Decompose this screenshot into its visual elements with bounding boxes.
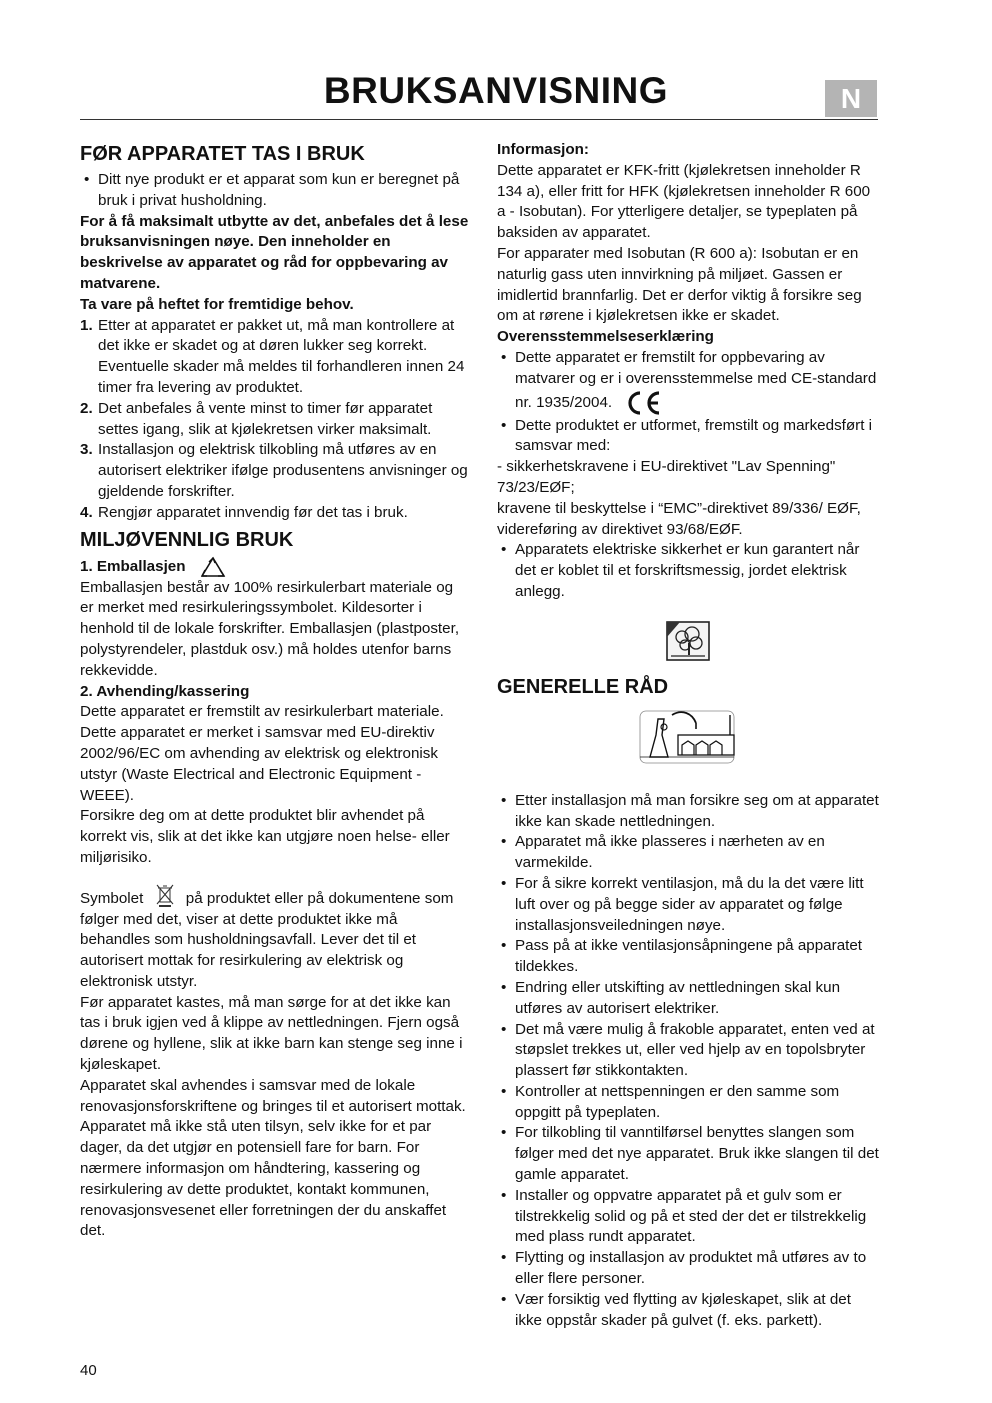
packaging-heading: [80, 556, 470, 578]
right-column: [497, 140, 879, 1331]
safety-bullets: [497, 540, 879, 602]
spacer: [80, 869, 470, 883]
disposal-paragraph-3: Forsikre deg om at dette produktet blir avhendet på korrekt vis, slik at det ikke kan utgjøre noen helse- eller miljørisiko.: [80, 807, 450, 866]
crossed-bin-icon: [154, 883, 176, 907]
list-item: • For å sikre korrekt ventilasjon, må du la det være litt luft over og på begge sider av apparatet og følge installasjonsveiledningen nøye.: [497, 874, 879, 936]
step-text: Det anbefales å vente minst to timer før apparatet settes igang, slik at kjølekretsen virker maksimalt.: [98, 399, 433, 438]
scrap-paragraph-1: Før apparatet kastes, må man sørge for at det ikke kan tas i bruk igjen ved å klippe av nettledningen. Fjern også dørene og hyllene, slik at ikke barn kan stenge seg inne i kjøleskapet.: [80, 993, 463, 1074]
list-item: [497, 348, 879, 416]
step-number: 4.: [80, 503, 93, 521]
packaging-heading-text: 1. Emballasjen: [80, 557, 186, 575]
packaging-text: Emballasjen består av 100% resirkulerbart materiale og er merket med resirkuleringssymbolet. Kildesorter i henhold til de lokale forskrifter. Emballasjen (plastposter, polystyrendeler, plastduk osv.) må holdes utenfor barns rekkevidde.: [80, 578, 460, 679]
language-badge: N: [825, 80, 877, 117]
list-item: • Det må være mulig å frakoble apparatet, enten ved at støpslet trekkes ut, eller ved hjelp av en topolsbryter plassert før stikkontakten.: [497, 1020, 879, 1082]
weee-symbol-paragraph: [80, 883, 470, 993]
conformity-line-1: - sikkerhetskravene i EU-direktivet "Lav Spenning" 73/23/EØF;: [497, 458, 836, 496]
step-text: Installasjon og elektrisk tilkobling må utføres av en autorisert elektriker ifølge produsentens anvisninger og gjeldende forskrifter.: [98, 441, 468, 500]
section-before-use-heading: FØR APPARATET TAS I BRUK: [80, 143, 365, 165]
disposal-paragraph-1: Dette apparatet er fremstilt av resirkulerbart materiale.: [80, 703, 444, 721]
conformity-bullets: [497, 348, 879, 457]
general-advice-list: [497, 791, 879, 1332]
scrap-paragraph-2: Apparatet skal avhendes i samsvar med de lokale renovasjonsforskriftene og bringes til et autorisert mottak. Apparatet må ikke stå uten tilsyn, selv ikke for et par dager, da det utgjør en potensiell fare for barn. For nærmere informasjon om håndtering, kassering og resirkulering av dette produktet, kontakt kommunen, renovasjonsvesenet eller forretningen der du anskaffet det.: [80, 1076, 466, 1240]
before-use-steps: [80, 316, 470, 524]
info-paragraph-2: For apparater med Isobutan (R 600 a): Isobutan er en naturlig gass uten innvirkning på miljøet. Gassen er imidlertid brannfarlig. Det er derfor viktig å forsikre seg om at rørene i kjølekretsen ikke er skadet.: [497, 244, 862, 325]
disposal-heading: 2. Avhending/kassering: [80, 682, 250, 700]
step-text: Rengjør apparatet innvendig før det tas i bruk.: [98, 503, 408, 521]
read-manual-note: For å få maksimalt utbytte av det, anbefales det å lese bruksanvisningen nøye. Den inneholder en beskrivelse av apparatet og råd for oppbevaring av matvarene.: [80, 212, 469, 292]
list-item: • Pass på at ikke ventilasjonsåpningene på apparatet tildekkes.: [497, 936, 879, 978]
list-item: • Endring eller utskifting av nettledningen skal kun utføres av autorisert elektriker.: [497, 978, 879, 1020]
disposal-paragraph-2: Dette apparatet er merket i samsvar med EU-direktiv 2002/96/EC om avhending av elektrisk og elektronisk utstyr (Waste Electrical and Electronic Equipment - WEEE).: [80, 724, 438, 804]
ce-mark-icon: [624, 390, 664, 416]
step-text: Etter at apparatet er pakket ut, må man kontrollere at det ikke er skadet og at døren lukker seg korrekt. Eventuelle skader må meldes til forhandleren innen 24 timer fra levering av produktet.: [98, 316, 465, 396]
step-item: [80, 399, 470, 441]
weee-symbol-text-after: på produktet eller på dokumentene som følger med det, viser at dette produktet ikke må behandles som husholdningsavfall. Lever det til et autorisert mottak for resirkulering av elektrisk og elektronisk utstyr.: [80, 889, 454, 990]
weee-symbol-text-before: Symbolet: [80, 889, 144, 907]
keep-manual-note: Ta vare på heftet for fremtidige behov.: [80, 295, 354, 313]
left-column: [80, 140, 470, 1242]
title-divider: [80, 119, 878, 120]
step-number: 3.: [80, 441, 93, 459]
info-heading: Informasjon:: [497, 141, 589, 158]
conformity-item-text: Dette apparatet er fremstilt for oppbevaring av matvarer og er i overensstemmelse med CE-standard nr. 1935/2004.: [515, 348, 877, 411]
step-item: [80, 503, 470, 524]
list-item: • Ditt nye produkt er et apparat som kun er beregnet på bruk i privat husholdning.: [80, 170, 470, 212]
step-item: [80, 440, 470, 502]
installation-illustration: [497, 705, 879, 769]
list-item: • Apparatets elektriske sikkerhet er kun garantert når det er koblet til et forskriftsmessig, jordet elektrisk anlegg.: [497, 540, 879, 602]
info-paragraph-1: Dette apparatet er KFK-fritt (kjølekretsen inneholder R 134 a), eller fritt for HFK (kjølekretsen inneholder R 600 a - Isobutan). For ytterligere detaljer, se typeplaten på baksiden av apparatet.: [497, 161, 871, 242]
section-eco-heading: MILJØVENNLIG BRUK: [80, 528, 294, 551]
before-use-bullets: [80, 170, 470, 212]
page-number: 40: [80, 1362, 97, 1379]
step-number: 2.: [80, 399, 93, 417]
list-item: • Installer og oppvatre apparatet på et gulv som er tilstrekkelig solid og på et sted der det er tilstrekkelig med plass rundt apparatet.: [497, 1186, 879, 1248]
list-item: • Vær forsiktig ved flytting av kjøleskapet, slik at det ikke oppstår skader på gulvet (f. eks. parkett).: [497, 1290, 879, 1332]
section-general-advice-heading: GENERELLE RÅD: [497, 675, 669, 698]
environment-illustration: [497, 621, 879, 661]
list-item: • Apparatet må ikke plasseres i nærheten av en varmekilde.: [497, 832, 879, 874]
list-item: • For tilkobling til vanntilførsel benyttes slangen som følger med det nye apparatet. Bruk ikke slangen til det gamle apparatet.: [497, 1123, 879, 1185]
recycle-icon: [200, 556, 226, 578]
conformity-heading: Overensstemmelseserklæring: [497, 328, 714, 346]
conformity-line-3: videreføring av direktivet 93/68/EØF.: [497, 520, 743, 538]
tree-picture-icon: [666, 621, 710, 661]
list-item: • Kontroller at nettspenningen er den samme som oppgitt på typeplaten.: [497, 1082, 879, 1124]
conformity-line-2: kravene til beskyttelse i “EMC”-direktivet 89/336/ EØF,: [497, 499, 861, 517]
step-item: [80, 316, 470, 399]
appliance-installation-icon: [638, 705, 738, 769]
page-title: BRUKSANVISNING: [323, 70, 669, 111]
list-item: • Flytting og installasjon av produktet må utføres av to eller flere personer.: [497, 1248, 879, 1290]
step-number: 1.: [80, 316, 93, 334]
list-item: • Etter installasjon må man forsikre seg om at apparatet ikke kan skade nettledningen.: [497, 791, 879, 833]
list-item: • Dette produktet er utformet, fremstilt og markedsført i samsvar med:: [497, 416, 879, 458]
